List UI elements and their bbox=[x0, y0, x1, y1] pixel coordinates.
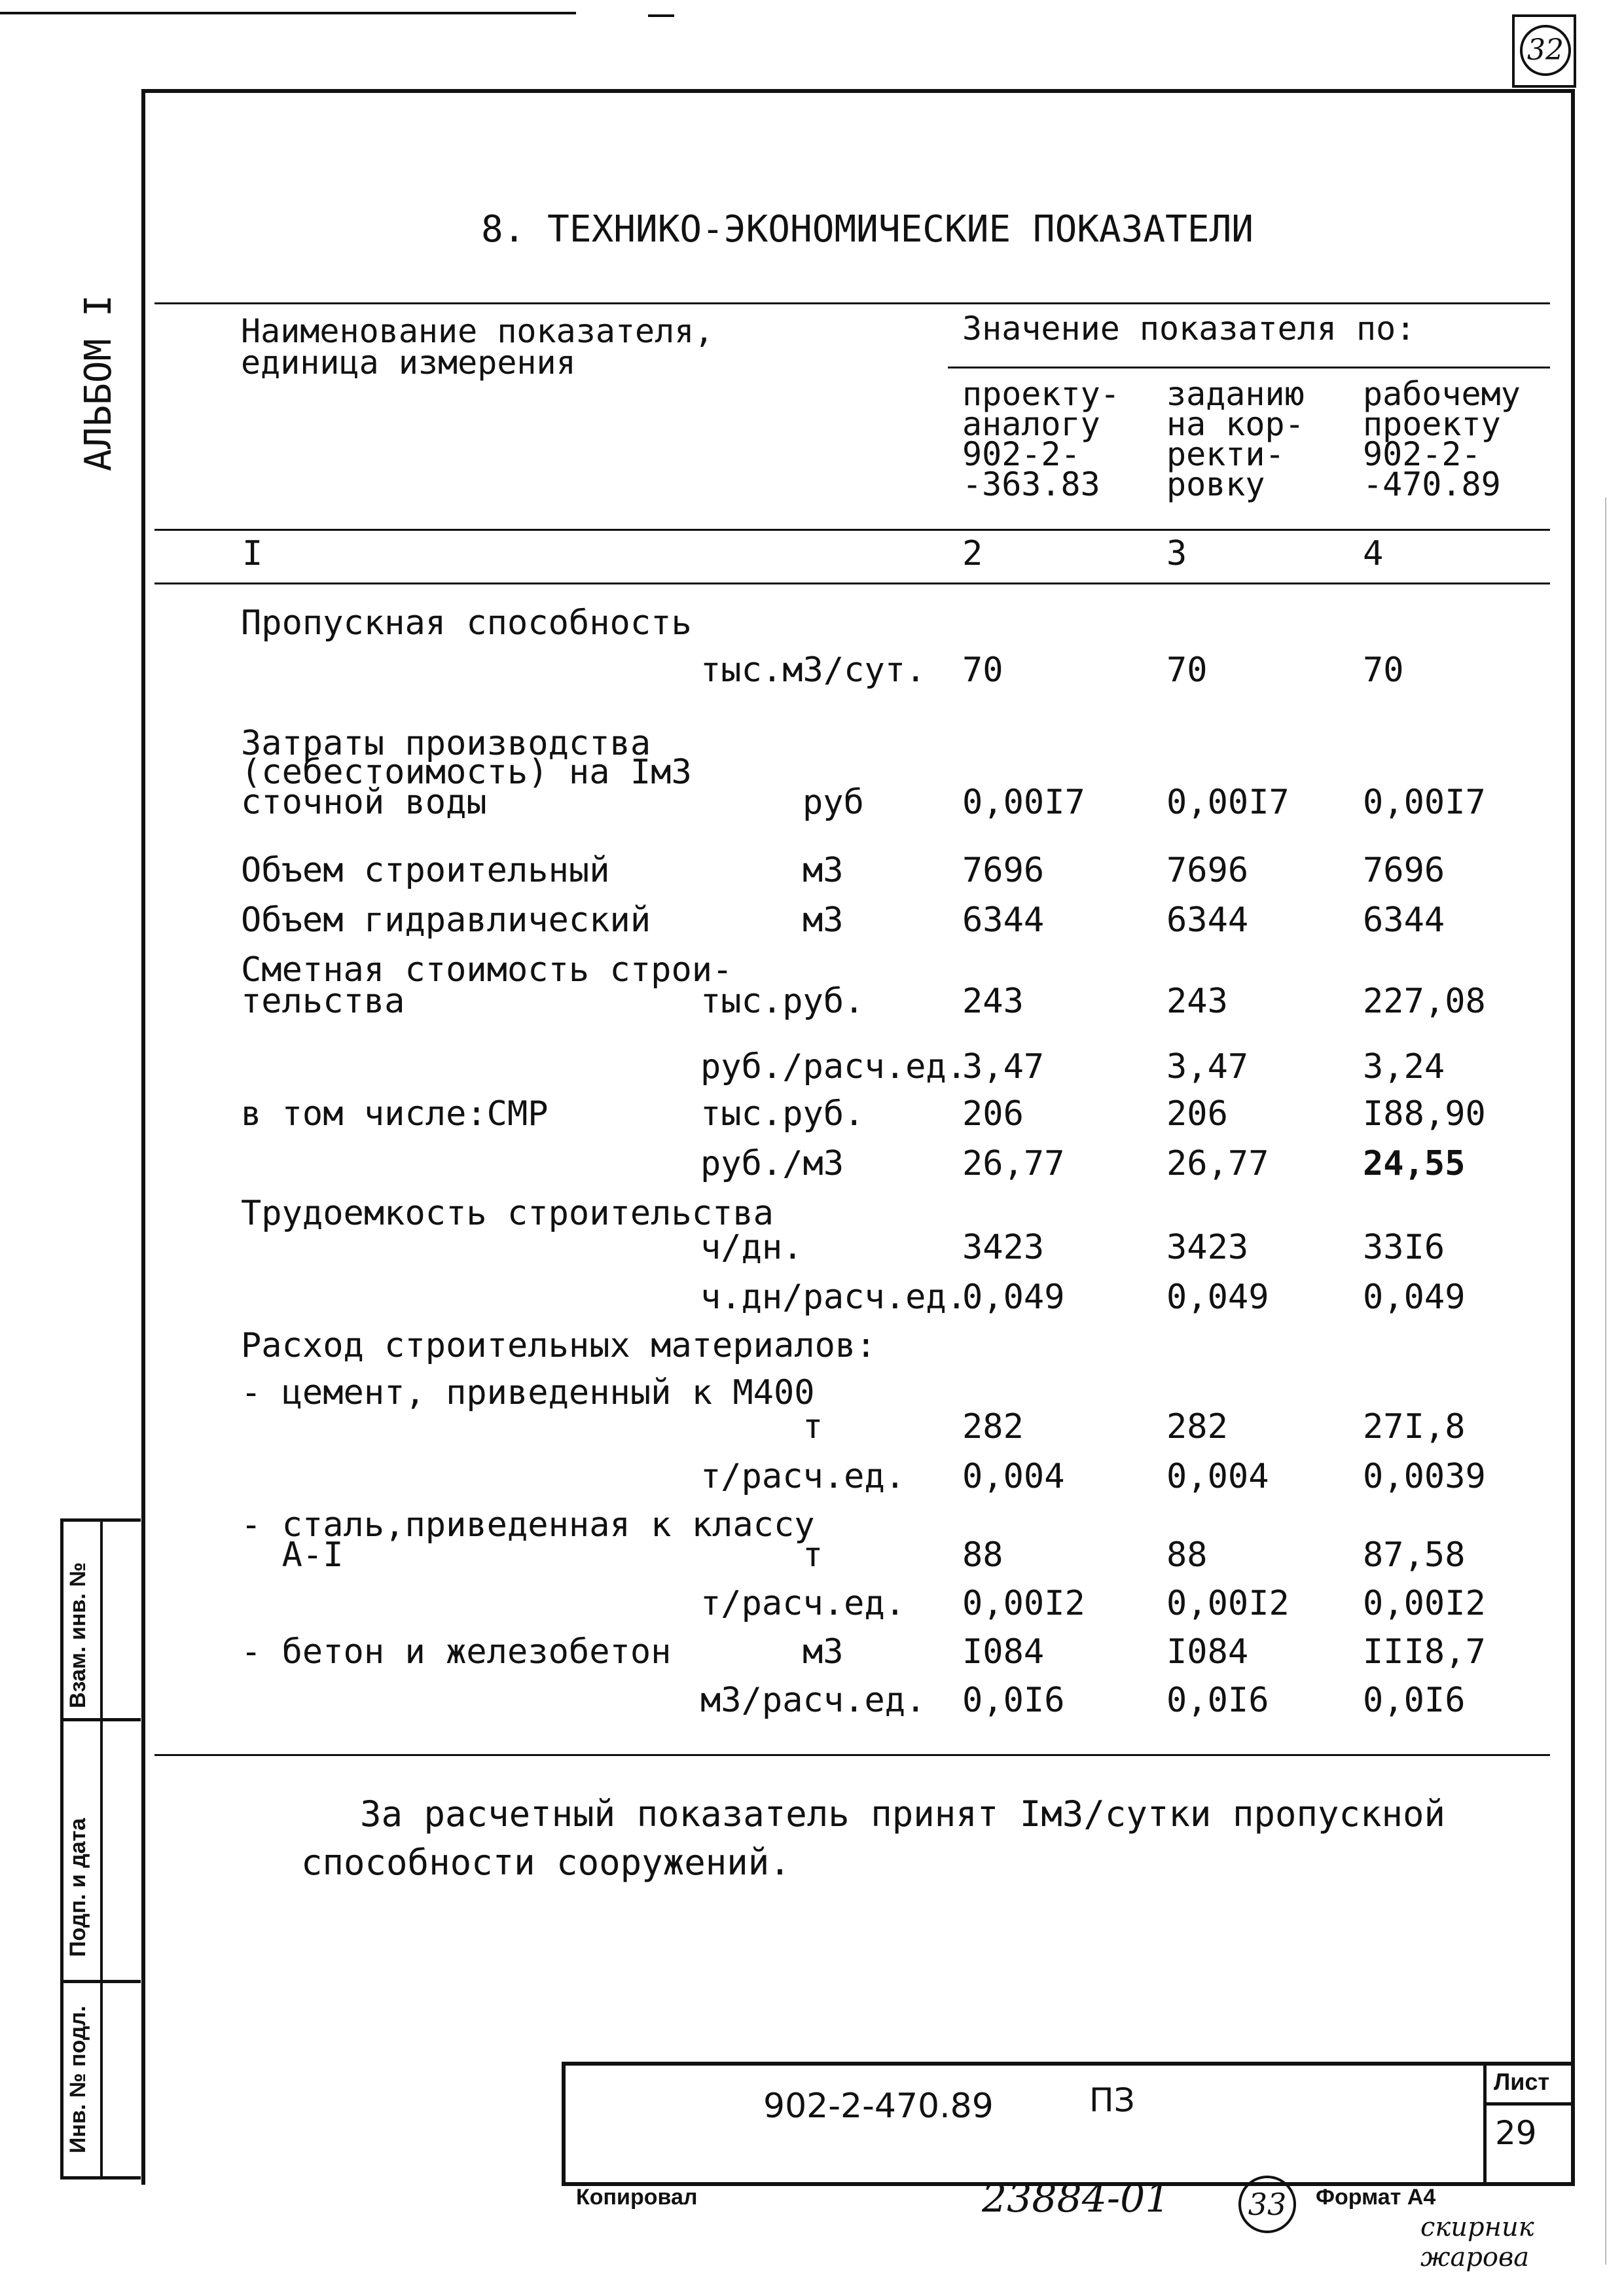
page-number-circled: 32 bbox=[1520, 25, 1571, 76]
col-number-2: 2 bbox=[962, 534, 983, 573]
row-value-col3: 0,004 bbox=[1166, 1457, 1269, 1496]
table-top-rule bbox=[154, 302, 1550, 304]
row-value-col2: I084 bbox=[962, 1632, 1045, 1672]
row-name: - цемент, приведенный к М400 bbox=[241, 1373, 815, 1412]
row-unit: ч.дн/расч.ед. bbox=[700, 1278, 967, 1317]
row-value-col2: 6344 bbox=[962, 901, 1045, 940]
row-name: Объем гидравлический bbox=[241, 901, 651, 940]
col3-head-1: заданию bbox=[1166, 375, 1305, 413]
title-block-doc: ПЗ bbox=[1089, 2081, 1135, 2119]
row-value-col2: 0,00I2 bbox=[962, 1584, 1085, 1623]
row-value-col3: 0,049 bbox=[1166, 1278, 1269, 1317]
row-value-col4: III8,7 bbox=[1363, 1632, 1486, 1672]
header-name-2: единица измерения bbox=[241, 344, 576, 382]
row-value-col4: 6344 bbox=[1363, 901, 1445, 940]
row-name: Сметная стоимость строи- bbox=[241, 950, 733, 990]
row-value-col3: 282 bbox=[1166, 1407, 1228, 1446]
table-num-rule bbox=[154, 583, 1550, 584]
row-value-col3: 26,77 bbox=[1166, 1144, 1269, 1183]
col3-head-2: на кор- bbox=[1166, 405, 1305, 443]
side-stamp-rule bbox=[63, 1718, 141, 1721]
title-block-divider bbox=[1483, 2066, 1487, 2182]
footer-copied: Копировал bbox=[576, 2185, 698, 2210]
row-name: сточной воды bbox=[241, 783, 487, 822]
row-value-col3: 3,47 bbox=[1166, 1047, 1249, 1086]
table-sub-rule bbox=[948, 367, 1550, 368]
side-stamp-rule bbox=[63, 1980, 141, 1983]
row-value-col4: 0,049 bbox=[1363, 1278, 1466, 1317]
row-unit: м3 bbox=[803, 851, 844, 890]
row-name: Трудоемкость строительства bbox=[241, 1194, 774, 1233]
footer-format: Формат А4 bbox=[1316, 2185, 1436, 2210]
row-value-col4: 0,0039 bbox=[1363, 1457, 1486, 1496]
title-block-divider bbox=[1483, 2102, 1571, 2106]
row-value-col4: 24,55 bbox=[1363, 1144, 1466, 1183]
col2-head-2: аналогу bbox=[962, 405, 1100, 443]
row-value-col3: 0,00I7 bbox=[1166, 783, 1290, 822]
row-value-col3: 0,00I2 bbox=[1166, 1584, 1290, 1623]
row-name: Расход строительных материалов: bbox=[241, 1326, 876, 1365]
row-value-col2: 88 bbox=[962, 1535, 1003, 1575]
row-value-col2: 3423 bbox=[962, 1228, 1045, 1267]
row-name: тельства bbox=[241, 982, 405, 1021]
col2-head-4: -363.83 bbox=[962, 465, 1100, 503]
row-unit: руб./расч.ед. bbox=[700, 1047, 967, 1086]
row-unit: т/расч.ед. bbox=[700, 1584, 906, 1623]
row-value-col2: 282 bbox=[962, 1407, 1024, 1446]
footer-order: 23884-01 bbox=[982, 2176, 1170, 2221]
row-value-col2: 26,77 bbox=[962, 1144, 1065, 1183]
row-unit: т bbox=[803, 1535, 823, 1575]
row-name: (себестоимость) на Iм3 bbox=[241, 753, 692, 792]
side-stamp-divider bbox=[100, 1522, 103, 2176]
footer-signature: скирник жарова bbox=[1420, 2212, 1534, 2272]
row-unit: м3/расч.ед. bbox=[700, 1681, 926, 1720]
row-value-col4: 33I6 bbox=[1363, 1228, 1445, 1267]
col4-head-4: -470.89 bbox=[1363, 465, 1501, 503]
row-value-col3: 243 bbox=[1166, 982, 1228, 1021]
page-title: 8. ТЕХНИКО-ЭКОНОМИЧЕСКИЕ ПОКАЗАТЕЛИ bbox=[481, 208, 1254, 251]
col-number-4: 4 bbox=[1363, 534, 1384, 573]
header-values: Значение показателя по: bbox=[962, 310, 1416, 348]
page-number-box bbox=[1512, 14, 1576, 88]
col3-head-3: ректи- bbox=[1166, 435, 1285, 473]
row-name: - бетон и железобетон bbox=[241, 1632, 672, 1672]
row-unit: тыс.руб. bbox=[700, 982, 865, 1021]
col-number-3: 3 bbox=[1166, 534, 1187, 573]
row-value-col2: 0,004 bbox=[962, 1457, 1065, 1496]
row-unit: м3 bbox=[803, 1632, 844, 1672]
row-unit: т bbox=[803, 1407, 823, 1446]
row-value-col3: 6344 bbox=[1166, 901, 1249, 940]
title-block-code: 902-2-470.89 bbox=[763, 2087, 994, 2126]
row-value-col4: 27I,8 bbox=[1363, 1407, 1466, 1446]
sheet-label: Лист bbox=[1494, 2068, 1550, 2095]
row-value-col4: 3,24 bbox=[1363, 1047, 1445, 1086]
row-value-col2: 0,0I6 bbox=[962, 1681, 1065, 1720]
album-label: АЛЬБОМ I bbox=[77, 295, 120, 471]
col3-head-4: ровку bbox=[1166, 465, 1265, 503]
col4-head-2: проекту bbox=[1363, 405, 1501, 443]
row-unit: тыс.м3/сут. bbox=[700, 651, 926, 690]
stamp-vzam: Взам. инв. № bbox=[65, 1562, 90, 1708]
col2-head-3: 902-2- bbox=[962, 435, 1081, 473]
table-bottom-rule bbox=[154, 1754, 1550, 1756]
row-value-col3: 3423 bbox=[1166, 1228, 1249, 1267]
row-unit: т/расч.ед. bbox=[700, 1457, 906, 1496]
row-unit: ч/дн. bbox=[700, 1228, 803, 1267]
row-name: - сталь,приведенная к классу bbox=[241, 1505, 815, 1545]
row-value-col4: 0,0I6 bbox=[1363, 1681, 1466, 1720]
row-value-col2: 7696 bbox=[962, 851, 1045, 890]
row-value-col3: 0,0I6 bbox=[1166, 1681, 1269, 1720]
row-value-col3: 7696 bbox=[1166, 851, 1249, 890]
row-value-col3: 206 bbox=[1166, 1094, 1228, 1134]
scan-edge-line bbox=[1605, 497, 1606, 2265]
stamp-inv: Инв. № подл. bbox=[65, 2005, 90, 2153]
title-block bbox=[562, 2062, 1575, 2186]
row-unit: руб bbox=[803, 783, 864, 822]
row-name: Затраты производства bbox=[241, 724, 651, 763]
row-value-col4: 227,08 bbox=[1363, 982, 1486, 1021]
row-value-col2: 206 bbox=[962, 1094, 1024, 1134]
row-value-col4: 0,00I2 bbox=[1363, 1584, 1486, 1623]
row-value-col2: 243 bbox=[962, 982, 1024, 1021]
row-name: Объем строительный bbox=[241, 851, 610, 890]
row-value-col4: 87,58 bbox=[1363, 1535, 1466, 1575]
row-unit: тыс.руб. bbox=[700, 1094, 865, 1134]
row-value-col2: 70 bbox=[962, 651, 1003, 690]
note-line-2: способности сооружений. bbox=[301, 1842, 791, 1883]
sheet-number: 29 bbox=[1495, 2114, 1537, 2152]
row-value-col2: 3,47 bbox=[962, 1047, 1045, 1086]
table-head-rule bbox=[154, 529, 1550, 531]
top-edge-line bbox=[0, 12, 576, 14]
row-value-col3: 70 bbox=[1166, 651, 1208, 690]
row-name: Пропускная способность bbox=[241, 603, 692, 643]
header-name-1: Наименование показателя, bbox=[241, 312, 714, 350]
col-number-1: I bbox=[242, 534, 263, 573]
note-line-1: За расчетный показатель принят Iм3/сутки пропускной bbox=[360, 1793, 1446, 1835]
col2-head-1: проекту- bbox=[962, 375, 1120, 413]
row-value-col4: 70 bbox=[1363, 651, 1404, 690]
row-unit: м3 bbox=[803, 901, 844, 940]
col4-head-1: рабочему bbox=[1363, 375, 1521, 413]
stamp-podp: Подп. и дата bbox=[65, 1818, 90, 1957]
row-value-col4: 0,00I7 bbox=[1363, 783, 1486, 822]
row-name: А-I bbox=[241, 1535, 344, 1575]
row-value-col2: 0,00I7 bbox=[962, 783, 1085, 822]
top-edge-dash bbox=[648, 14, 674, 17]
row-value-col3: 88 bbox=[1166, 1535, 1208, 1575]
row-name: в том числе:СМР bbox=[241, 1094, 549, 1134]
row-value-col4: I88,90 bbox=[1363, 1094, 1486, 1134]
row-value-col3: I084 bbox=[1166, 1632, 1249, 1672]
row-unit: руб./м3 bbox=[700, 1144, 844, 1183]
col4-head-3: 902-2- bbox=[1363, 435, 1481, 473]
footer-circled: 33 bbox=[1238, 2176, 1296, 2233]
row-value-col2: 0,049 bbox=[962, 1278, 1065, 1317]
row-value-col4: 7696 bbox=[1363, 851, 1445, 890]
